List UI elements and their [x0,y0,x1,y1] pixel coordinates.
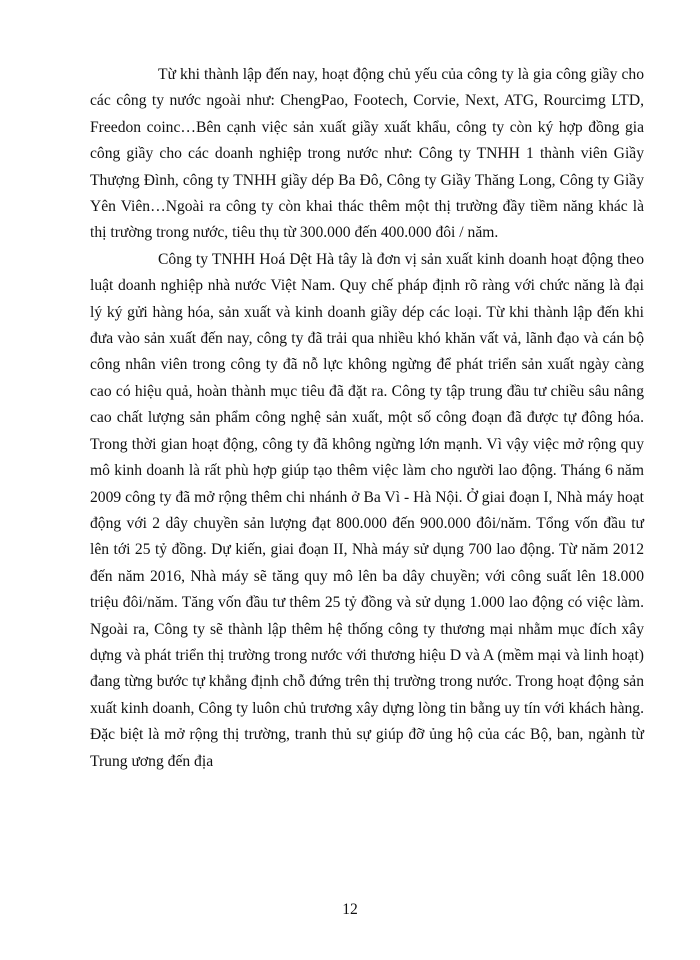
paragraph-company-overview: Công ty TNHH Hoá Dệt Hà tây là đơn vị sản xuất kinh doanh hoạt động theo luật doanh nghiệp nhà nước Việt Nam. Quy chế pháp định rõ ràng với chức năng là đại lý ký gửi hàng hóa, sản xuất và kinh doanh giầy dép các loại. Từ khi thành lập đến khi đưa vào sản xuất đến nay, công ty đã trải qua nhiều khó khăn vất vả, lãnh đạo và cán bộ công nhân viên trong công ty đã nỗ lực không ngừng để phát triển sản xuất ngày càng cao có hiệu quả, hoàn thành mục tiêu đã đặt ra. Công ty tập trung đầu tư chiều sâu nâng cao chất lượng sản phẩm công nghệ sản xuất, một số công đoạn đã được tự đông hóa. Trong thời gian hoạt động, công ty đã không ngừng lớn mạnh. Vì vậy việc mở rộng quy mô kinh doanh là rất phù hợp giúp tạo thêm việc làm cho người lao động. Tháng 6 năm 2009 công ty đã mở rộng thêm chi nhánh ở Ba Vì - Hà Nội. Ở giai đoạn I, Nhà máy hoạt động với 2 dây chuyền sản lượng đạt 800.000 đến 900.000 đôi/năm. Tổng vốn đầu tư lên tới 25 tỷ đồng. Dự kiến, giai đoạn II, Nhà máy sử dụng 700 lao động. Từ năm 2012 đến năm 2016, Nhà máy sẽ tăng quy mô lên ba dây chuyền; với công suất lên 18.000 triệu đôi/năm. Tăng vốn đầu tư thêm 25 tỷ đồng và sử dụng 1.000 lao động có việc làm. Ngoài ra, Công ty sẽ thành lập thêm hệ thống công ty thương mại nhằm mục đích xây dựng và phát triển thị trường trong nước với thương hiệu D và A (mềm mại và linh hoạt) đang từng bước tự khẳng định chỗ đứng trên thị trường trong nước. Trong hoạt động sản xuất kinh doanh, Công ty luôn chủ trương xây dựng lòng tin bằng uy tín với khách hàng. Đặc biệt là mở rộng thị trường, tranh thủ sự giúp đỡ ủng hộ của các Bộ, ban, ngành từ Trung ương đến địa [90,250,644,770]
paragraph-export-history: Từ khi thành lập đến nay, hoạt động chủ yếu của công ty là gia công giầy cho các công ty nước ngoài như: ChengPao, Footech, Corvie, Next, ATG, Rourcimg LTD, Freedon coinc…Bên cạnh việc sản xuất giầy xuất khẩu, công ty còn ký hợp đồng gia công giầy cho các doanh nghiệp trong nước như: Công ty TNHH 1 thành viên Giầy Thượng Đình, công ty TNHH giầy dép Ba Đô, Công ty Giầy Thăng Long, Công ty Giầy Yên Viên…Ngoài ra công ty còn khai thác thêm một thị trường đầy tiềm năng khác là thị trường trong nước, tiêu thụ từ 300.000 đến 400.000 đôi / năm. [90,66,644,242]
page-number: 12 [342,901,358,918]
document-body [90,62,644,775]
